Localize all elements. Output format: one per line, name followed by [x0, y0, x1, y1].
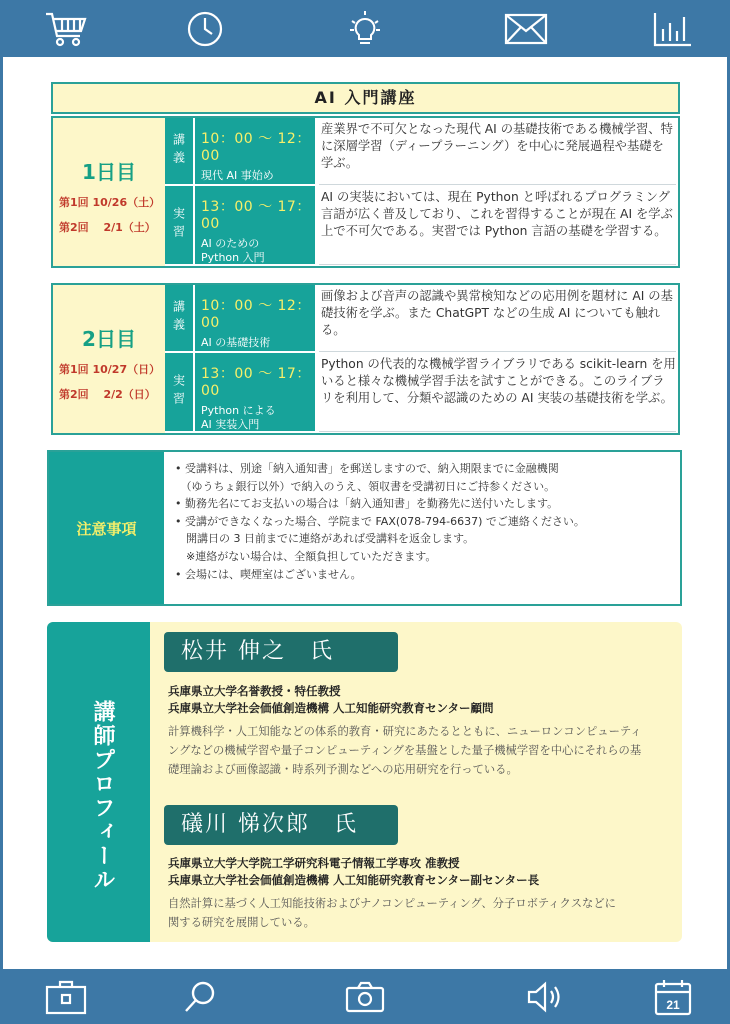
notice-line: • 受講ができなくなった場合、学院まで FAX(078-794-6637) でご連絡ください。 — [175, 514, 585, 528]
notice-label: 注意事項 — [49, 452, 164, 604]
notice-box — [47, 450, 682, 606]
affiliation-line: 兵庫県立大学社会価値創造機構 人工知能研究教育センター副センター長 — [168, 873, 540, 887]
bio-line: 礎理論および画像認識・時系列予測などへの応用研究を行っている。 — [168, 763, 518, 776]
instructor-affiliation — [168, 683, 494, 717]
session-description: 産業界で不可欠となった現代 AI の基礎技術である機械学習、特に深層学習（ディープラーニング）を中心に発展過程や基礎を学ぶ。 — [319, 121, 676, 185]
bottom-nav-bar — [0, 969, 730, 1024]
session-description: AI の実装においては、現在 Python と呼ばれるプログラミング言語が広く普及しており、これを習得することが現在 AI を学ぶ上で不可欠である。実習では Python 言語の基礎を学習する。 — [319, 189, 676, 265]
day-label-column — [53, 285, 165, 433]
calendar-icon[interactable] — [654, 978, 692, 1016]
session-kind: 講義 — [165, 118, 193, 186]
bio-line: 自然計算に基づく人工知能技術およびナノコンピューティング、分子ロボティクスなどに — [168, 897, 616, 910]
briefcase-icon[interactable] — [45, 979, 87, 1015]
instructor-affiliation — [168, 855, 539, 889]
session-date: 第2回 2/1（土） — [59, 221, 156, 234]
bio-line: 計算機科学・人工知能などの体系的教育・研究にあたるとともに、ニューロンコンピューティ — [168, 725, 642, 738]
notice-line: （ゆうちょ銀行以外）で納入のうえ、領収書を受講初日にご持参ください。 — [175, 479, 556, 493]
schedule-row — [165, 186, 678, 266]
session-kind: 実習 — [165, 353, 193, 433]
instructor-name: 松井 伸之 氏 — [164, 632, 398, 672]
course-title: AI 入門講座 — [51, 82, 680, 114]
camera-icon[interactable] — [345, 981, 385, 1013]
notice-line: • 会場には、喫煙室はございません。 — [175, 567, 362, 581]
session-topic: 現代 AI 事始め — [201, 169, 274, 182]
day-block-2 — [51, 283, 680, 435]
session-kind: 実習 — [165, 186, 193, 266]
time-box — [195, 285, 315, 353]
clock-icon[interactable] — [186, 10, 224, 48]
lightbulb-icon[interactable] — [348, 9, 382, 49]
instructor-bio — [168, 894, 674, 932]
bio-line: ングなどの機械学習や量子コンピューティングを基盤とした量子機械学習を中心にそれらの基 — [168, 744, 642, 757]
top-nav-bar — [0, 0, 730, 57]
bio-line: 関する研究を展開している。 — [168, 916, 315, 929]
mail-icon[interactable] — [504, 13, 548, 45]
frame-left — [0, 57, 3, 969]
session-date: 第1回 10/26（土） — [59, 196, 161, 209]
instructor-name: 礒川 悌次郎 氏 — [164, 805, 398, 845]
session-time: 13：00 ～ 17：00 — [201, 366, 311, 399]
notice-body — [175, 460, 675, 583]
schedule-row — [165, 118, 678, 186]
session-topic: Python による AI 実装入門 — [201, 404, 276, 431]
bar-chart-icon[interactable] — [653, 11, 693, 47]
day-name: 1日目 — [82, 160, 136, 184]
session-description: 画像および音声の認識や異常検知などの応用例を題材に AI の基礎技術を学ぶ。また ChatGPT などの生成 AI についても触れる。 — [319, 288, 676, 352]
search-icon[interactable] — [183, 980, 217, 1014]
calendar-day: 21 — [666, 997, 680, 1012]
session-date: 第2回 2/2（日） — [59, 388, 156, 401]
session-topic: AI のための Python 入門 — [201, 237, 265, 264]
notice-line: 開講日の 3 日前までに連絡があれば受講料を返金します。 — [175, 532, 475, 546]
notice-line: ※連絡がない場合は、全額負担していただきます。 — [175, 549, 437, 563]
session-time: 10：00 ～ 12：00 — [201, 298, 311, 331]
session-time: 13：00 ～ 17：00 — [201, 199, 311, 232]
instructor-bio — [168, 722, 674, 779]
day-label-column — [53, 118, 165, 266]
session-kind: 講義 — [165, 285, 193, 353]
schedule-row — [165, 285, 678, 353]
affiliation-line: 兵庫県立大学名誉教授・特任教授 — [168, 684, 341, 698]
profile-side-label — [47, 622, 150, 942]
schedule-row — [165, 353, 678, 433]
cart-icon[interactable] — [44, 10, 88, 48]
session-topic: AI の基礎技術 — [201, 336, 271, 349]
notice-line: • 勤務先名にてお支払いの場合は「納入通知書」を勤務先に送付いたします。 — [175, 497, 559, 511]
day-block-1 — [51, 116, 680, 268]
time-box — [195, 186, 315, 266]
speaker-icon[interactable] — [526, 980, 564, 1014]
session-date: 第1回 10/27（日） — [59, 363, 161, 376]
time-box — [195, 118, 315, 186]
profile-label: 講師プロフィール — [90, 700, 115, 892]
session-description: Python の代表的な機械学習ライブラリである scikit-learn を用いると様々な機械学習手法を試すことができる。このライブラリを利用して、分類や認識のための AI 実装の基礎技術を学ぶ。 — [319, 356, 676, 432]
notice-line: • 受講料は、別途「納入通知書」を郵送しますので、納入期限までに金融機関 — [175, 462, 559, 475]
session-time: 10：00 ～ 12：00 — [201, 131, 311, 164]
time-box — [195, 353, 315, 433]
affiliation-line: 兵庫県立大学社会価値創造機構 人工知能研究教育センター顧問 — [168, 701, 494, 715]
day-name: 2日目 — [82, 327, 136, 351]
affiliation-line: 兵庫県立大学大学院工学研究科電子情報工学専攻 准教授 — [168, 856, 460, 870]
